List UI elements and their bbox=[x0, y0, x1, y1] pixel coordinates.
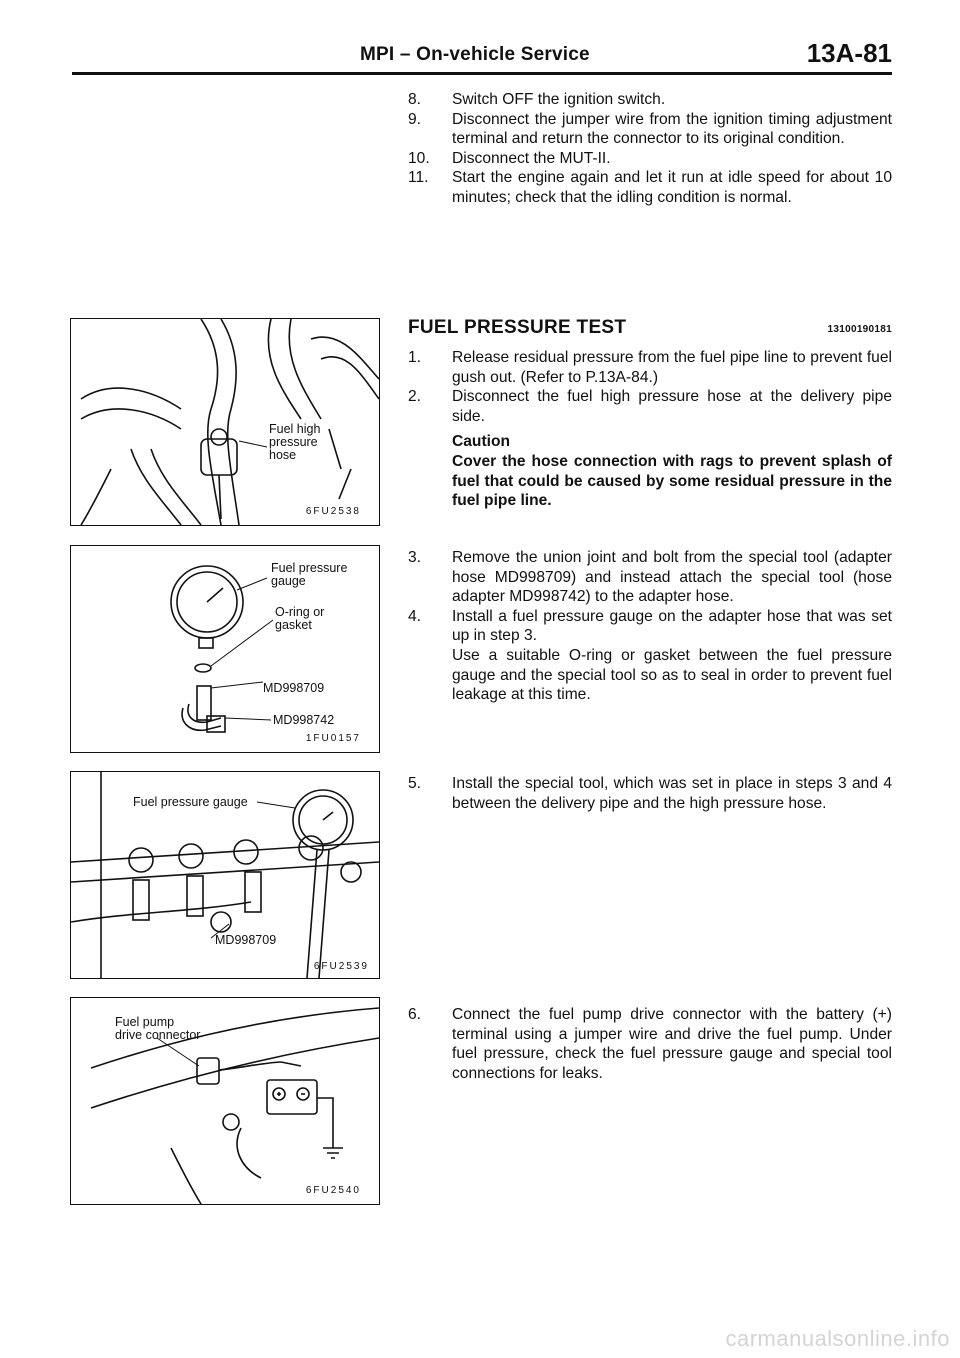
section-code: 13100190181 bbox=[827, 324, 892, 335]
step-item: 5. Install the special tool, which was set in place in steps 3 and 4 between the delivery pipe and the high pressure hose. bbox=[408, 775, 892, 812]
label-md998742: MD998742 bbox=[273, 713, 335, 727]
figure-code: 6FU2539 bbox=[313, 961, 369, 972]
figure-engine-gauge bbox=[70, 771, 380, 979]
caution-text: Cover the hose connection with rags to prevent splash of fuel that could be caused by some residual pressure in the fuel pipe line. bbox=[452, 452, 892, 510]
step-item: 3. Remove the union joint and bolt from the special tool (adapter hose MD998709) and instead attach the special tool (hose adapter MD998742) to the adapter hose. bbox=[408, 549, 892, 606]
label-md998709: MD998709 bbox=[263, 681, 325, 695]
label-fuel-pump-connector: Fuel pump drive connector bbox=[115, 1015, 201, 1042]
header-title: MPI – On-vehicle Service bbox=[360, 44, 590, 65]
step-item: 8. Switch OFF the ignition switch. bbox=[408, 91, 666, 108]
figure-fuel-hose bbox=[70, 318, 380, 526]
section-title: FUEL PRESSURE TEST bbox=[408, 317, 627, 338]
fuel-hose-illustration bbox=[71, 319, 379, 525]
figure-pump-connector bbox=[70, 997, 380, 1205]
intro-steps bbox=[408, 90, 892, 208]
step-item: 6. Connect the fuel pump drive connector with the battery (+) terminal using a jumper wire and drive the fuel pump. Under fuel pressure, check the fuel pressure gauge and special tool connections for leaks. bbox=[408, 1006, 892, 1082]
figure-code: 1FU0157 bbox=[305, 733, 361, 744]
step-item: 2. Disconnect the fuel high pressure hose at the delivery pipe side. bbox=[408, 388, 892, 425]
page-number: 13A-81 bbox=[806, 38, 892, 68]
label-fuel-high-pressure-hose: Fuel high pressure hose bbox=[269, 422, 321, 462]
step-item: 4. Install a fuel pressure gauge on the adapter hose that was set up in step 3. Use a suitable O-ring or gasket between the fuel pressure gauge and the special tool so as to seal in order to prevent fuel leakage at this time. bbox=[408, 607, 892, 704]
figure-code: 6FU2538 bbox=[305, 506, 361, 517]
header-rule bbox=[72, 72, 892, 75]
figure-code: 6FU2540 bbox=[305, 1185, 361, 1196]
steps-adapter bbox=[408, 548, 892, 705]
steps-fuel-release bbox=[408, 348, 892, 511]
step-item: 10. Disconnect the MUT-II. bbox=[408, 149, 611, 167]
page-header bbox=[72, 40, 892, 74]
section-heading bbox=[408, 317, 892, 341]
label-md998709: MD998709 bbox=[215, 933, 277, 947]
step-item: 11. Start the engine again and let it run at idle speed for about 10 minutes; check that the idling condition is normal. bbox=[408, 169, 892, 206]
caution-block bbox=[408, 432, 892, 510]
step-item: 1. Release residual pressure from the fuel pipe line to prevent fuel gush out. (Refer to P.13A-84.) bbox=[408, 349, 892, 386]
step-item: 9. Disconnect the jumper wire from the ignition timing adjustment terminal and return the connector to its original condition. bbox=[408, 110, 892, 148]
caution-label: Caution bbox=[452, 433, 511, 451]
watermark: carmanualsonline.info bbox=[725, 1326, 950, 1351]
label-fuel-pressure-gauge: Fuel pressure gauge bbox=[271, 561, 348, 588]
steps-install bbox=[408, 774, 892, 813]
label-o-ring: O-ring or gasket bbox=[275, 605, 325, 632]
label-fuel-pressure-gauge: Fuel pressure gauge bbox=[133, 795, 248, 809]
steps-pump bbox=[408, 1005, 892, 1083]
figure-pressure-gauge bbox=[70, 545, 380, 753]
